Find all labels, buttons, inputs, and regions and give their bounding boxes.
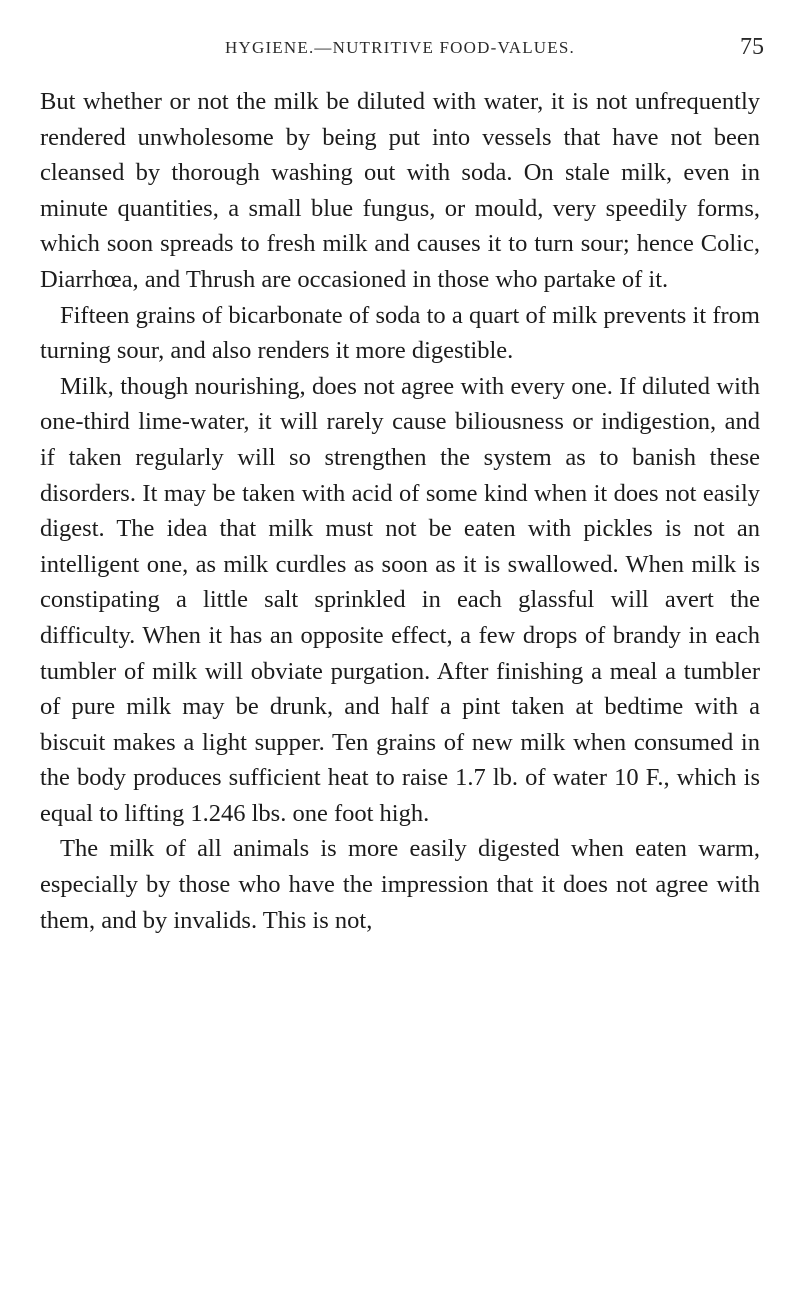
running-title: HYGIENE.—NUTRITIVE FOOD-VALUES. — [225, 38, 575, 57]
running-header — [0, 34, 800, 68]
page-number: 75 — [740, 34, 764, 60]
body-text — [40, 84, 760, 938]
paragraph-milk-fungus: But whether or not the milk be diluted with water, it is not unfrequently rendered unwholesome by being put into vessels that have not been cleansed by thorough washing out with soda. On stale milk, even in minute quantities, a small blue fungus, or mould, very speedily forms, which soon spreads to fresh milk and causes it to turn sour; hence Colic, Diarrhœa, and Thrush are occasioned in those who partake of it. — [40, 88, 760, 293]
paragraph-milk-digestion: Milk, though nourishing, does not agree with every one. If diluted with one-third lime-water, it will rarely cause biliousness or indigestion, and if taken regularly will so strengthen the system as to banish these disorders. It may be taken with acid of some kind when it does not easily digest. The idea that milk must not be eaten with pickles is not an intelligent one, as milk curdles as soon as it is swallowed. When milk is constipating a little salt sprinkled in each glassful will avert the difficulty. When it has an opposite effect, a few drops of brandy in each tumbler of milk will obviate purgation. After finishing a meal a tumbler of pure milk may be drunk, and half a pint taken at bedtime with a biscuit makes a light supper. Ten grains of new milk when consumed in the body produces sufficient heat to raise 1.7 lb. of water 10 F., which is equal to lifting 1.246 lbs. one foot high. — [40, 372, 760, 827]
paragraph-bicarbonate-soda: Fifteen grains of bicarbonate of soda to a quart of milk prevents it from turning sour, and also renders it more digestible. — [40, 301, 760, 365]
paragraph-warm-milk: The milk of all animals is more easily digested when eaten warm, especially by those who have the impression that it does not agree with them, and by invalids. This is not, — [40, 835, 760, 934]
